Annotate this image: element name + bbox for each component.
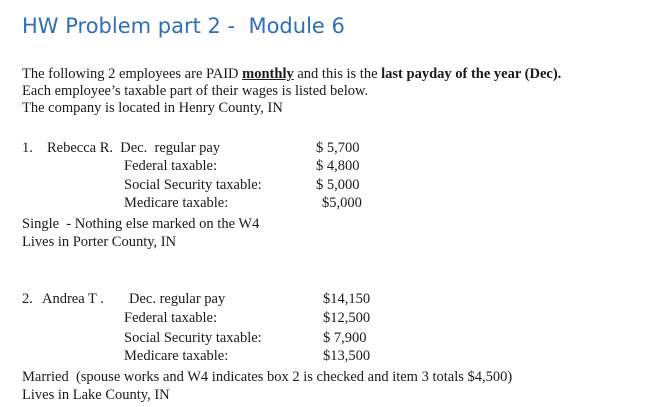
- employee2-name: Andrea T .: [42, 291, 104, 307]
- employee1-regular-pay-value: $ 5,700: [316, 140, 360, 156]
- employee1-medicare-label: Medicare taxable:: [124, 195, 229, 211]
- employee1-ss-label: Social Security taxable:: [124, 177, 262, 193]
- employee2-medicare-label: Medicare taxable:: [124, 348, 229, 364]
- employee1-note-county: Lives in Porter County, IN: [22, 234, 177, 250]
- employee2-note-w4: Married (spouse works and W4 indicates box 2 is checked and item 3 totals $4,500): [22, 369, 513, 385]
- employee2-ss-value: $ 7,900: [323, 330, 367, 346]
- employee2-number: 2.: [22, 291, 33, 307]
- employee1-ss-value: $ 5,000: [316, 177, 360, 193]
- employee1-number: 1.: [22, 140, 33, 156]
- employee1-federal-label: Federal taxable:: [124, 158, 217, 174]
- employee2-medicare-value: $13,500: [323, 348, 371, 364]
- intro-last-payday: last payday of the year (Dec).: [381, 66, 562, 82]
- intro-line-1: [22, 67, 561, 82]
- intro-text-c: and this is the: [293, 66, 382, 82]
- employee2-regular-pay-value: $14,150: [323, 291, 371, 307]
- employee2-pay-label: Dec. regular pay: [129, 291, 226, 307]
- intro-line-2: Each employee’s taxable part of their wages is listed below.: [22, 83, 369, 99]
- intro-monthly: monthly: [242, 66, 294, 82]
- employee1-federal-value: $ 4,800: [316, 158, 360, 174]
- intro-line-3: The company is located in Henry County, IN: [22, 100, 283, 116]
- intro-text-a: The following 2 employees are PAID: [22, 66, 243, 82]
- employee2-ss-label: Social Security taxable:: [124, 330, 262, 346]
- employee2-federal-label: Federal taxable:: [124, 310, 217, 326]
- employee1-name-pay-label: Rebecca R. Dec. regular pay: [47, 140, 221, 156]
- employee1-note-w4: Single - Nothing else marked on the W4: [22, 216, 260, 232]
- employee2-federal-value: $12,500: [323, 310, 371, 326]
- employee1-medicare-value: $5,000: [322, 195, 362, 211]
- employee2-note-county: Lives in Lake County, IN: [22, 387, 170, 403]
- page-title: HW Problem part 2 - Module 6: [22, 14, 345, 38]
